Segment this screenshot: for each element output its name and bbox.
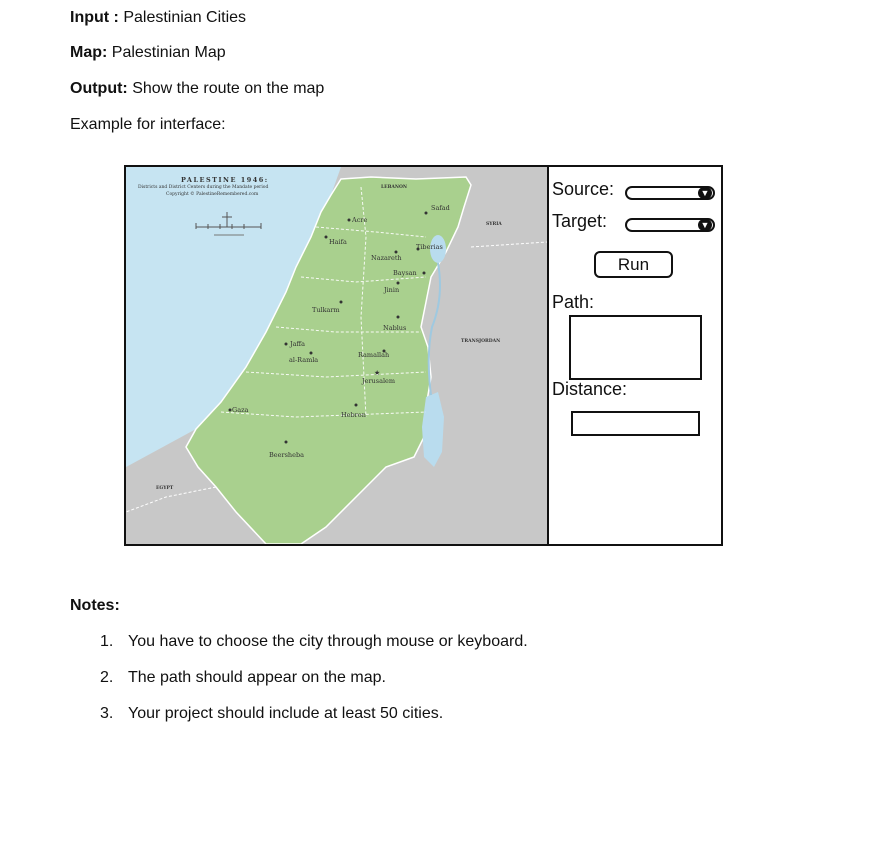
- note-text: You have to choose the city through mouse or keyboard.: [128, 633, 528, 650]
- source-label: Source:: [552, 179, 615, 199]
- svg-text:Baysan: Baysan: [393, 269, 417, 277]
- region-transjordan: TRANSJORDAN: [461, 339, 501, 344]
- svg-text:Tiberias: Tiberias: [416, 243, 443, 251]
- input-line: [70, 9, 246, 27]
- city-tiberias[interactable]: [416, 243, 443, 251]
- note-number: 3.: [100, 705, 114, 722]
- source-dropdown[interactable]: [625, 186, 715, 200]
- target-dropdown[interactable]: [625, 218, 715, 232]
- output-value: Show the route on the map: [132, 80, 325, 97]
- palestine-map[interactable]: [126, 167, 549, 544]
- input-value: Palestinian Cities: [123, 9, 247, 26]
- svg-text:Nazareth: Nazareth: [371, 254, 402, 262]
- map-label: Map:: [70, 44, 108, 61]
- note-text: Your project should include at least 50 cities.: [128, 705, 444, 722]
- distance-label: Distance:: [552, 379, 628, 399]
- note-text: The path should appear on the map.: [128, 669, 386, 686]
- map-copyright: Copyright © PalestineRemembered.com: [166, 192, 259, 197]
- svg-text:Acre: Acre: [352, 216, 368, 224]
- map-title: PALESTINE 1946:: [181, 176, 269, 184]
- note-item: [100, 669, 386, 687]
- chevron-down-icon[interactable]: ▼: [698, 219, 712, 231]
- region-egypt: EGYPT: [156, 486, 174, 491]
- svg-text:al-Ramla: al-Ramla: [289, 356, 319, 364]
- path-output: [569, 315, 702, 380]
- svg-text:Beersheba: Beersheba: [269, 451, 304, 459]
- distance-output: [571, 411, 700, 436]
- svg-text:Hebron: Hebron: [341, 411, 366, 419]
- map-value: Palestinian Map: [111, 44, 226, 61]
- notes-title: Notes:: [70, 597, 120, 614]
- note-number: 2.: [100, 669, 114, 686]
- svg-text:Haifa: Haifa: [329, 238, 347, 246]
- region-lebanon: LEBANON: [381, 185, 408, 190]
- svg-text:★: ★: [374, 370, 381, 377]
- svg-text:Jerusalem: Jerusalem: [362, 377, 396, 385]
- city-ramallah[interactable]: [358, 350, 389, 360]
- output-line: [70, 80, 324, 98]
- run-button[interactable]: Run: [594, 251, 673, 278]
- interface-mockup: [124, 165, 723, 546]
- svg-text:Tulkarm: Tulkarm: [312, 306, 340, 314]
- region-syria: SYRIA: [486, 222, 502, 227]
- svg-text:Gaza: Gaza: [232, 406, 249, 414]
- control-panel: [549, 167, 721, 544]
- input-label: Input :: [70, 9, 119, 26]
- note-item: [100, 633, 528, 651]
- svg-text:Ramallah: Ramallah: [358, 351, 390, 359]
- svg-text:Jaffa: Jaffa: [290, 340, 305, 348]
- target-label: Target:: [552, 211, 608, 231]
- svg-text:Jinin: Jinin: [384, 286, 400, 294]
- chevron-down-icon[interactable]: ▼: [698, 187, 712, 199]
- note-number: 1.: [100, 633, 114, 650]
- city-gaza[interactable]: [229, 406, 249, 414]
- note-item: [100, 705, 443, 723]
- map-subtitle: Districts and District Centers during the Mandate period: [138, 185, 269, 190]
- map-line: [70, 44, 226, 62]
- svg-text:Nablus: Nablus: [383, 324, 407, 332]
- example-text: Example for interface:: [70, 116, 226, 133]
- svg-text:Safad: Safad: [431, 204, 450, 212]
- output-label: Output:: [70, 80, 128, 97]
- path-label: Path:: [552, 292, 595, 312]
